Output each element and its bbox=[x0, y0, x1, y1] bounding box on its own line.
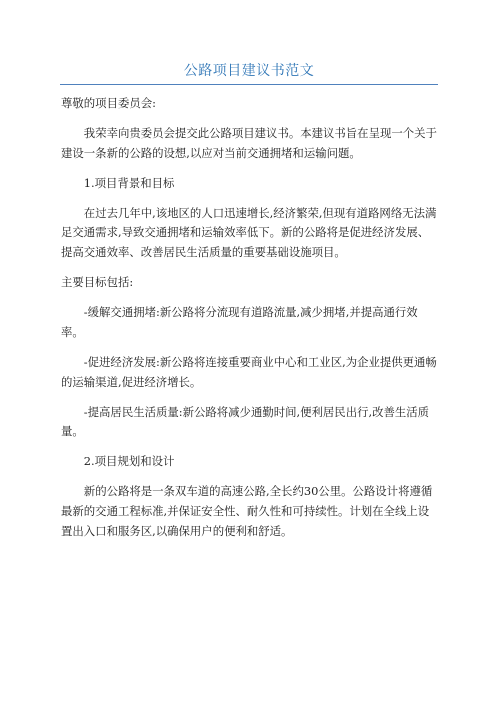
background-paragraph: 在过去几年中,该地区的人口迅速增长,经济繁荣,但现有道路网络无法满足交通需求,导致交通拥堵和运输效率低下。新的公路将是促进经济发展、提高交通效率、改善居民生活质量的重要基础设施项目。 bbox=[61, 205, 437, 260]
section-heading-background: 1.项目背景和目标 bbox=[83, 175, 175, 190]
goals-label: 主要目标包括: bbox=[61, 275, 134, 290]
intro-paragraph: 我荣幸向贵委员会提交此公路项目建议书。本建议书旨在呈现一个关于建设一条新的公路的设想,以应对当前交通拥堵和运输问题。 bbox=[61, 126, 437, 160]
document-body bbox=[61, 94, 438, 552]
planning-paragraph: 新的公路将是一条双车道的高速公路,全长约30公里。公路设计将遵循最新的交通工程标准,并保证安全性、耐久性和可持续性。计划在全线上设置出入口和服务区,以确保用户的便利和舒适。 bbox=[61, 484, 433, 538]
goal-item-economy: -促进经济发展:新公路将连接重要商业中心和工业区,为企业提供更通畅的运输渠道,促进经济增长。 bbox=[61, 354, 437, 389]
section-heading-planning: 2.项目规划和设计 bbox=[83, 454, 175, 469]
title-divider bbox=[60, 84, 438, 85]
goal-item-traffic: -缓解交通拥堵:新公路将分流现有道路流量,减少拥堵,并提高通行效率。 bbox=[61, 305, 418, 339]
document-title: 公路项目建议书范文 bbox=[183, 63, 315, 79]
salutation: 尊敬的项目委员会: bbox=[61, 96, 156, 110]
goal-item-quality-of-life: -提高居民生活质量:新公路将减少通勤时间,便利居民出行,改善生活质量。 bbox=[61, 404, 430, 439]
